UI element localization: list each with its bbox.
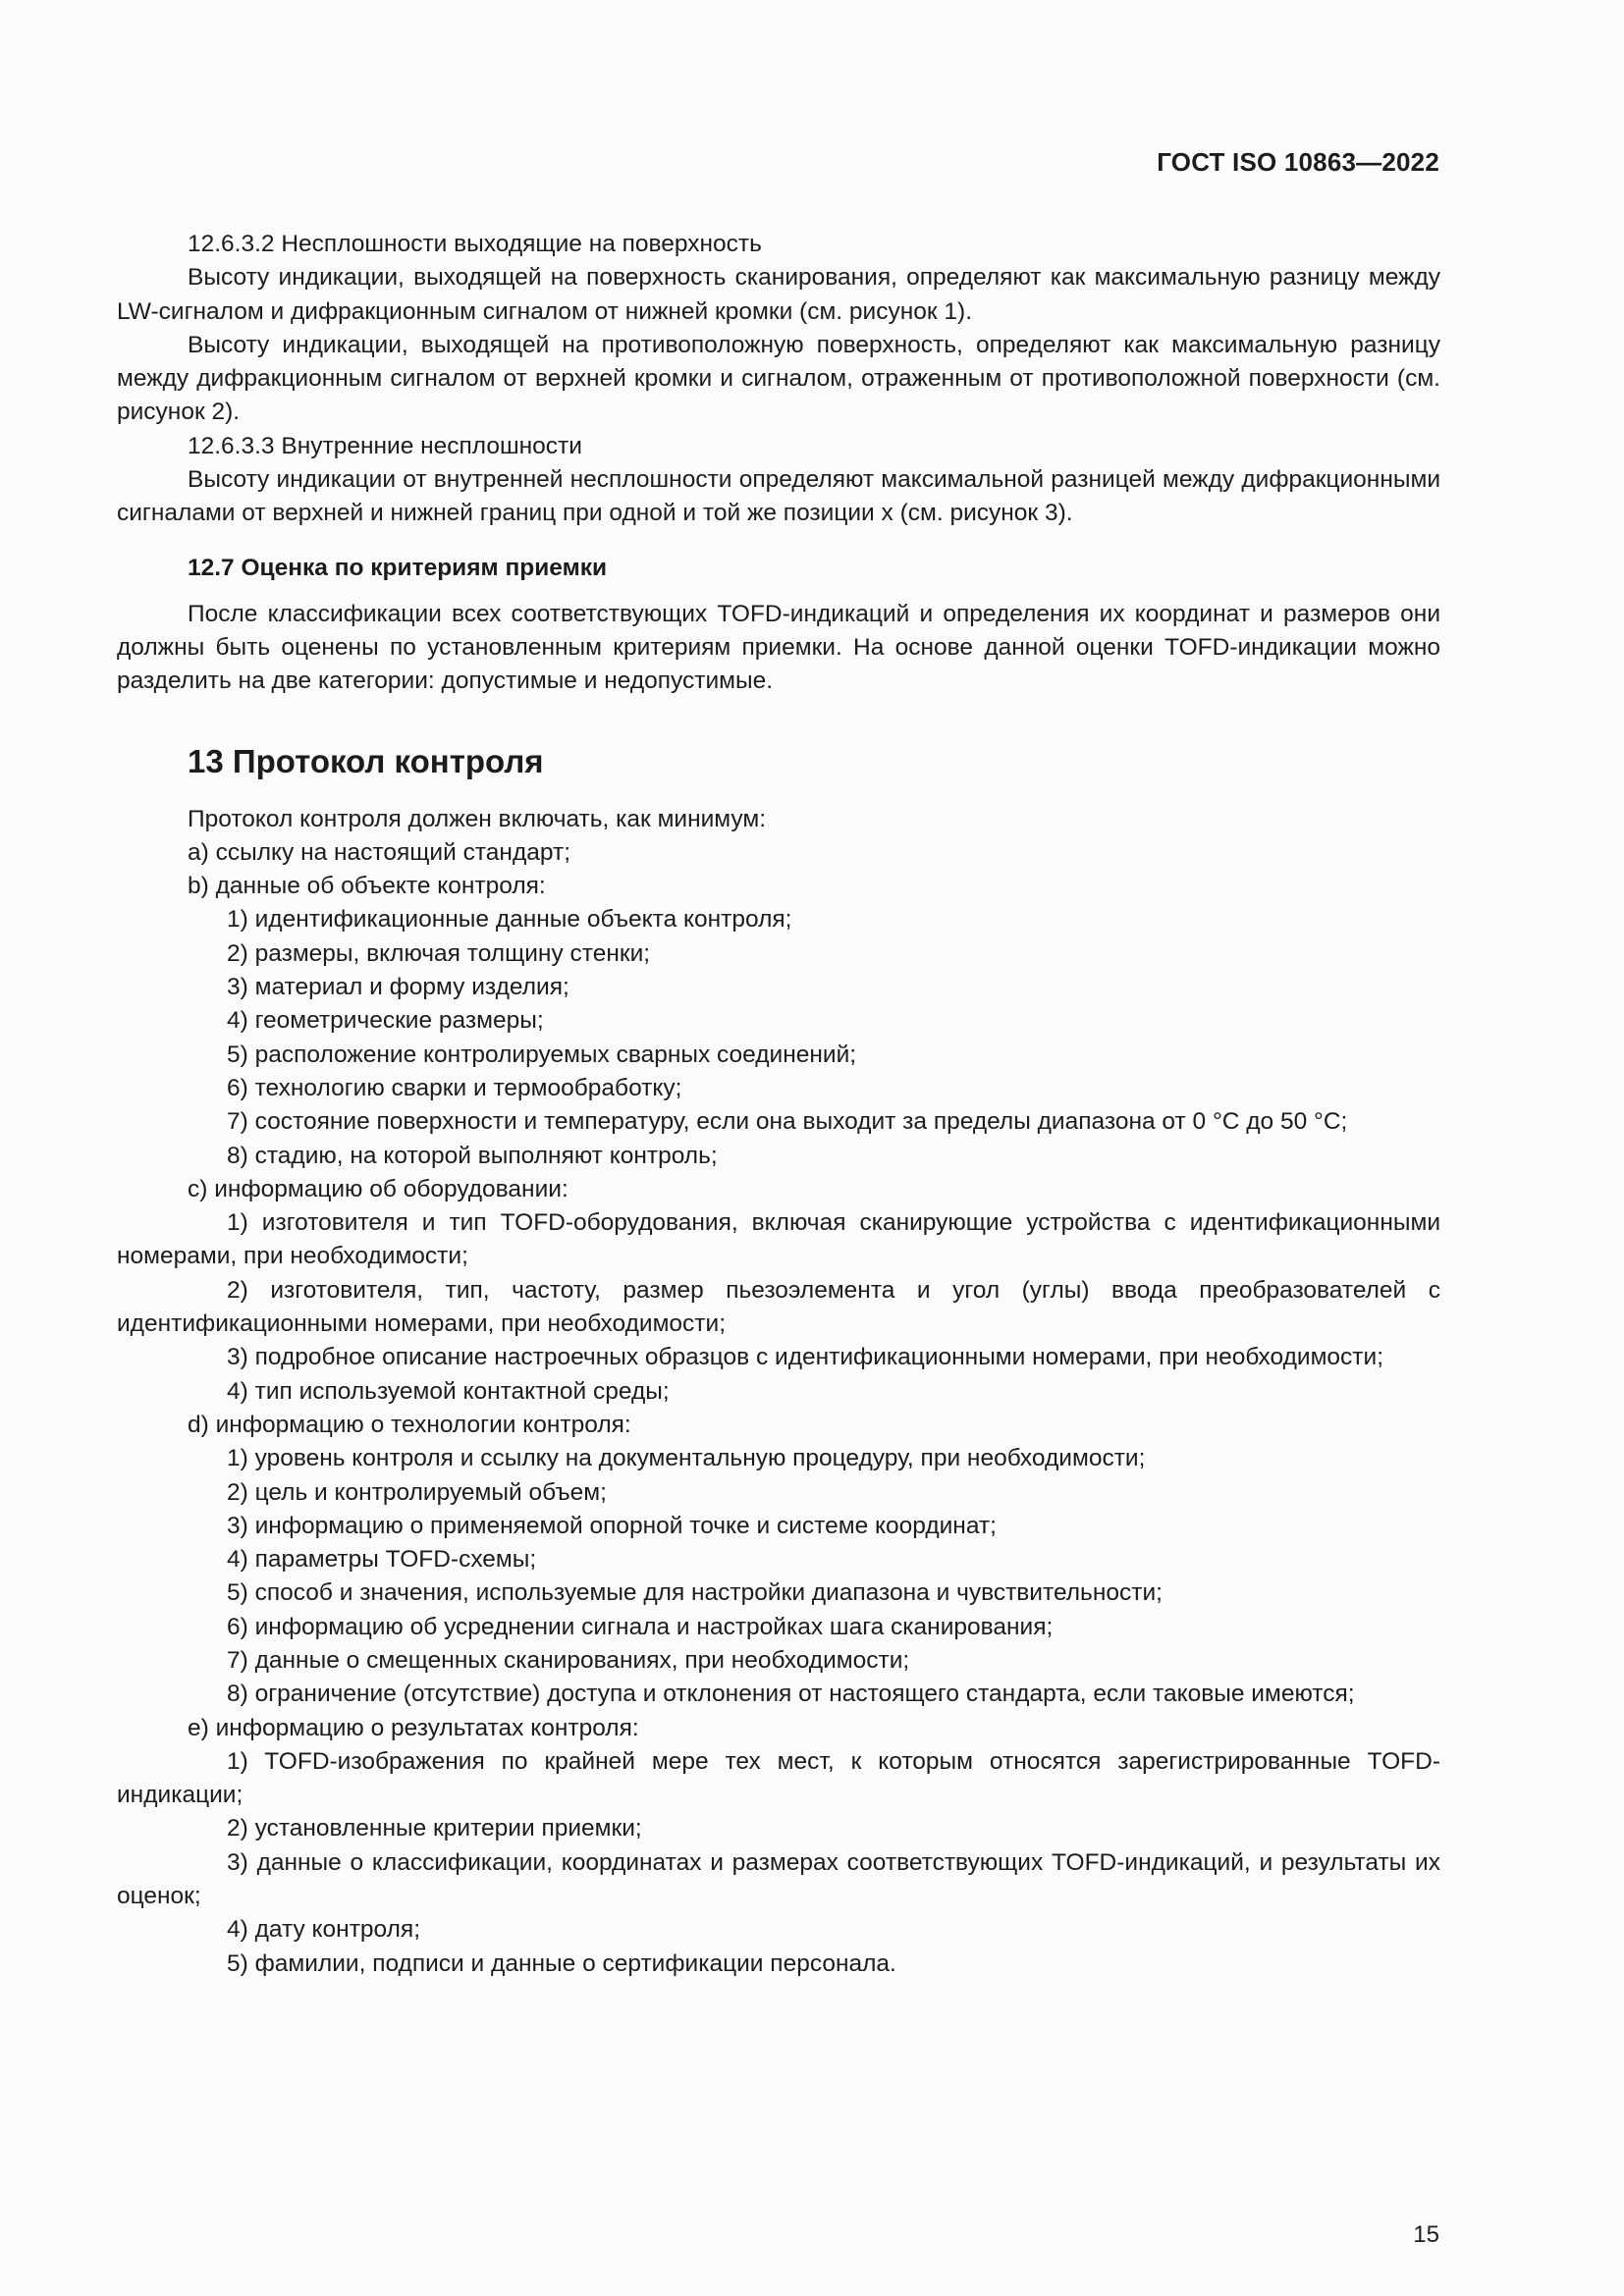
list-text: установленные критерии приемки; (254, 1815, 642, 1842)
list-text: тип используемой контактной среды; (254, 1377, 670, 1405)
list-item-d-6 (117, 1611, 1440, 1644)
list-marker: 7) (227, 1108, 248, 1136)
list-item-e (117, 1712, 1440, 1745)
list-item-c-4 (117, 1375, 1440, 1409)
list-text: ссылку на настоящий стандарт; (215, 838, 570, 866)
list-item-b-5 (117, 1039, 1440, 1072)
list-text: технологию сварки и термообработку; (254, 1074, 682, 1101)
paragraph-report-intro: Протокол контроля должен включать, как минимум: (188, 805, 767, 832)
list-item-d-7 (117, 1644, 1440, 1678)
list-item-a (117, 836, 1440, 870)
subsection-heading-12-7: 12.7 Оценка по критериям приемки (188, 554, 608, 581)
list-text: материал и форму изделия; (254, 974, 569, 1001)
list-marker: e) (188, 1714, 209, 1741)
list-text: фамилии, подписи и данные о сертификации персонала. (254, 1949, 896, 1977)
list-text: уровень контроля и ссылку на документальную процедуру, при необходимости; (254, 1445, 1146, 1472)
list-text: ограничение (отсутствие) доступа и отклонения от настоящего стандарта, если таковые имеются; (254, 1681, 1355, 1708)
list-marker: 5) (227, 1949, 248, 1977)
list-marker: 3) (227, 1344, 248, 1371)
list-marker: 2) (227, 1276, 248, 1304)
list-text: подробное описание настроечных образцов с идентификационными номерами, при необходимости; (254, 1344, 1384, 1371)
list-marker: 1) (227, 906, 248, 934)
paragraph-internal-discontinuity: Высоту индикации от внутренней несплошности определяют максимальной разницей между дифракционными сигналами от верхней и нижней границ при одной и той же позиции x (см. рисунок 3). (117, 466, 1440, 527)
list-marker: 3) (227, 1848, 248, 1876)
list-text: параметры TOFD-схемы; (254, 1546, 537, 1574)
section-heading-13: 13 Протокол контроля (188, 742, 544, 779)
list-item-b-2 (117, 937, 1440, 971)
list-text: состояние поверхности и температуру, если она выходит за пределы диапазона от 0 °C до 50 °C; (254, 1108, 1348, 1136)
list-item-d-2 (117, 1476, 1440, 1510)
list-text: TOFD-изображения по крайней мере тех мест, к которым относятся зарегистрированные TOFD-индикации; (117, 1747, 1440, 1809)
list-item-c-2 (117, 1274, 1440, 1342)
list-text: информацию об оборудовании: (214, 1175, 568, 1202)
list-text: идентификационные данные объекта контроля; (254, 906, 792, 934)
list-marker: 1) (227, 1445, 248, 1472)
document-body (117, 228, 1440, 1981)
list-marker: 8) (227, 1142, 248, 1169)
list-marker: 2) (227, 939, 248, 967)
list-text: геометрические размеры; (254, 1007, 544, 1035)
list-text: информацию об усреднении сигнала и настройках шага сканирования; (254, 1613, 1054, 1640)
list-marker: 6) (227, 1613, 248, 1640)
paragraph-opposite-surface: Высоту индикации, выходящей на противоположную поверхность, определяют как максимальную разницу между дифракционным сигналом от верхней кромки и сигналом, отраженным от противоположной поверхности (см. рисунок 2). (117, 331, 1440, 426)
list-item-b-8 (117, 1140, 1440, 1173)
list-marker: 8) (227, 1681, 248, 1708)
list-item-d-8 (117, 1678, 1440, 1711)
subclause-title-12-6-3-2: 12.6.3.2 Несплошности выходящие на поверхность (188, 231, 762, 257)
paragraph-acceptance-criteria: После классификации всех соответствующих TOFD-индикаций и определения их координат и размеров они должны быть оценены по установленным критериям приемки. На основе данной оценки TOFD-индикации можно разделить на две категории: допустимые и недопустимые. (117, 600, 1440, 695)
list-marker: 3) (227, 974, 248, 1001)
list-item-e-4 (117, 1913, 1440, 1947)
list-item-e-3 (117, 1846, 1440, 1914)
list-marker: 4) (227, 1377, 248, 1405)
list-text: способ и значения, используемые для настройки диапазона и чувствительности; (254, 1579, 1163, 1607)
list-text: данные о смещенных сканированиях, при необходимости; (254, 1646, 910, 1674)
list-item-b-3 (117, 971, 1440, 1004)
list-text: данные о классификации, координатах и размерах соответствующих TOFD-индикаций, и результаты их оценок; (117, 1848, 1440, 1910)
list-marker: 5) (227, 1579, 248, 1607)
list-text: дату контроля; (254, 1916, 420, 1944)
list-text: цель и контролируемый объем; (254, 1478, 607, 1506)
list-item-d-4 (117, 1543, 1440, 1576)
list-marker: d) (188, 1411, 209, 1438)
list-text: изготовителя, тип, частоту, размер пьезоэлемента и угол (углы) ввода преобразователей с идентификационными номерами, при необходимости; (117, 1276, 1440, 1338)
document-code-header: ГОСТ ISO 10863—2022 (1157, 147, 1439, 177)
list-text: изготовителя и тип TOFD-оборудования, включая сканирующие устройства с идентификационными номерами, при необходимости; (117, 1209, 1441, 1270)
list-marker: a) (188, 838, 209, 866)
list-item-b-7 (117, 1105, 1440, 1139)
list-item-b-1 (117, 903, 1440, 936)
page-number: 15 (1413, 2221, 1439, 2248)
list-item-d-1 (117, 1442, 1440, 1475)
paragraph-scan-surface: Высоту индикации, выходящей на поверхность сканирования, определяют как максимальную разницу между LW-сигналом и дифракционным сигналом от нижней кромки (см. рисунок 1). (117, 264, 1440, 325)
list-marker: 6) (227, 1074, 248, 1101)
list-marker: 4) (227, 1007, 248, 1035)
list-marker: 2) (227, 1815, 248, 1842)
list-item-b-6 (117, 1072, 1440, 1105)
list-marker: 7) (227, 1646, 248, 1674)
list-text: стадию, на которой выполняют контроль; (254, 1142, 718, 1169)
list-text: информацию о результатах контроля: (215, 1714, 639, 1741)
list-marker: 2) (227, 1478, 248, 1506)
list-text: информацию о применяемой опорной точке и системе координат; (254, 1512, 997, 1539)
list-item-d (117, 1409, 1440, 1442)
list-text: данные об объекте контроля: (215, 873, 546, 900)
list-item-d-3 (117, 1510, 1440, 1543)
list-item-e-5 (117, 1948, 1440, 1981)
list-marker: 5) (227, 1041, 248, 1068)
list-text: расположение контролируемых сварных соединений; (254, 1041, 857, 1068)
list-text: информацию о технологии контроля: (215, 1411, 631, 1438)
list-marker: 4) (227, 1916, 248, 1944)
list-marker: 1) (227, 1747, 248, 1775)
list-item-c-1 (117, 1206, 1440, 1274)
list-marker: b) (188, 873, 209, 900)
list-marker: 4) (227, 1546, 248, 1574)
list-item-b (117, 870, 1440, 903)
list-item-b-4 (117, 1004, 1440, 1038)
subclause-title-12-6-3-3: 12.6.3.3 Внутренние несплошности (188, 432, 582, 459)
list-marker: 3) (227, 1512, 248, 1539)
list-item-c (117, 1173, 1440, 1206)
list-item-e-1 (117, 1745, 1440, 1813)
list-marker: c) (188, 1175, 208, 1202)
list-marker: 1) (227, 1209, 248, 1237)
list-item-e-2 (117, 1812, 1440, 1845)
list-text: размеры, включая толщину стенки; (254, 939, 651, 967)
list-item-d-5 (117, 1576, 1440, 1610)
list-item-c-3 (117, 1341, 1440, 1374)
